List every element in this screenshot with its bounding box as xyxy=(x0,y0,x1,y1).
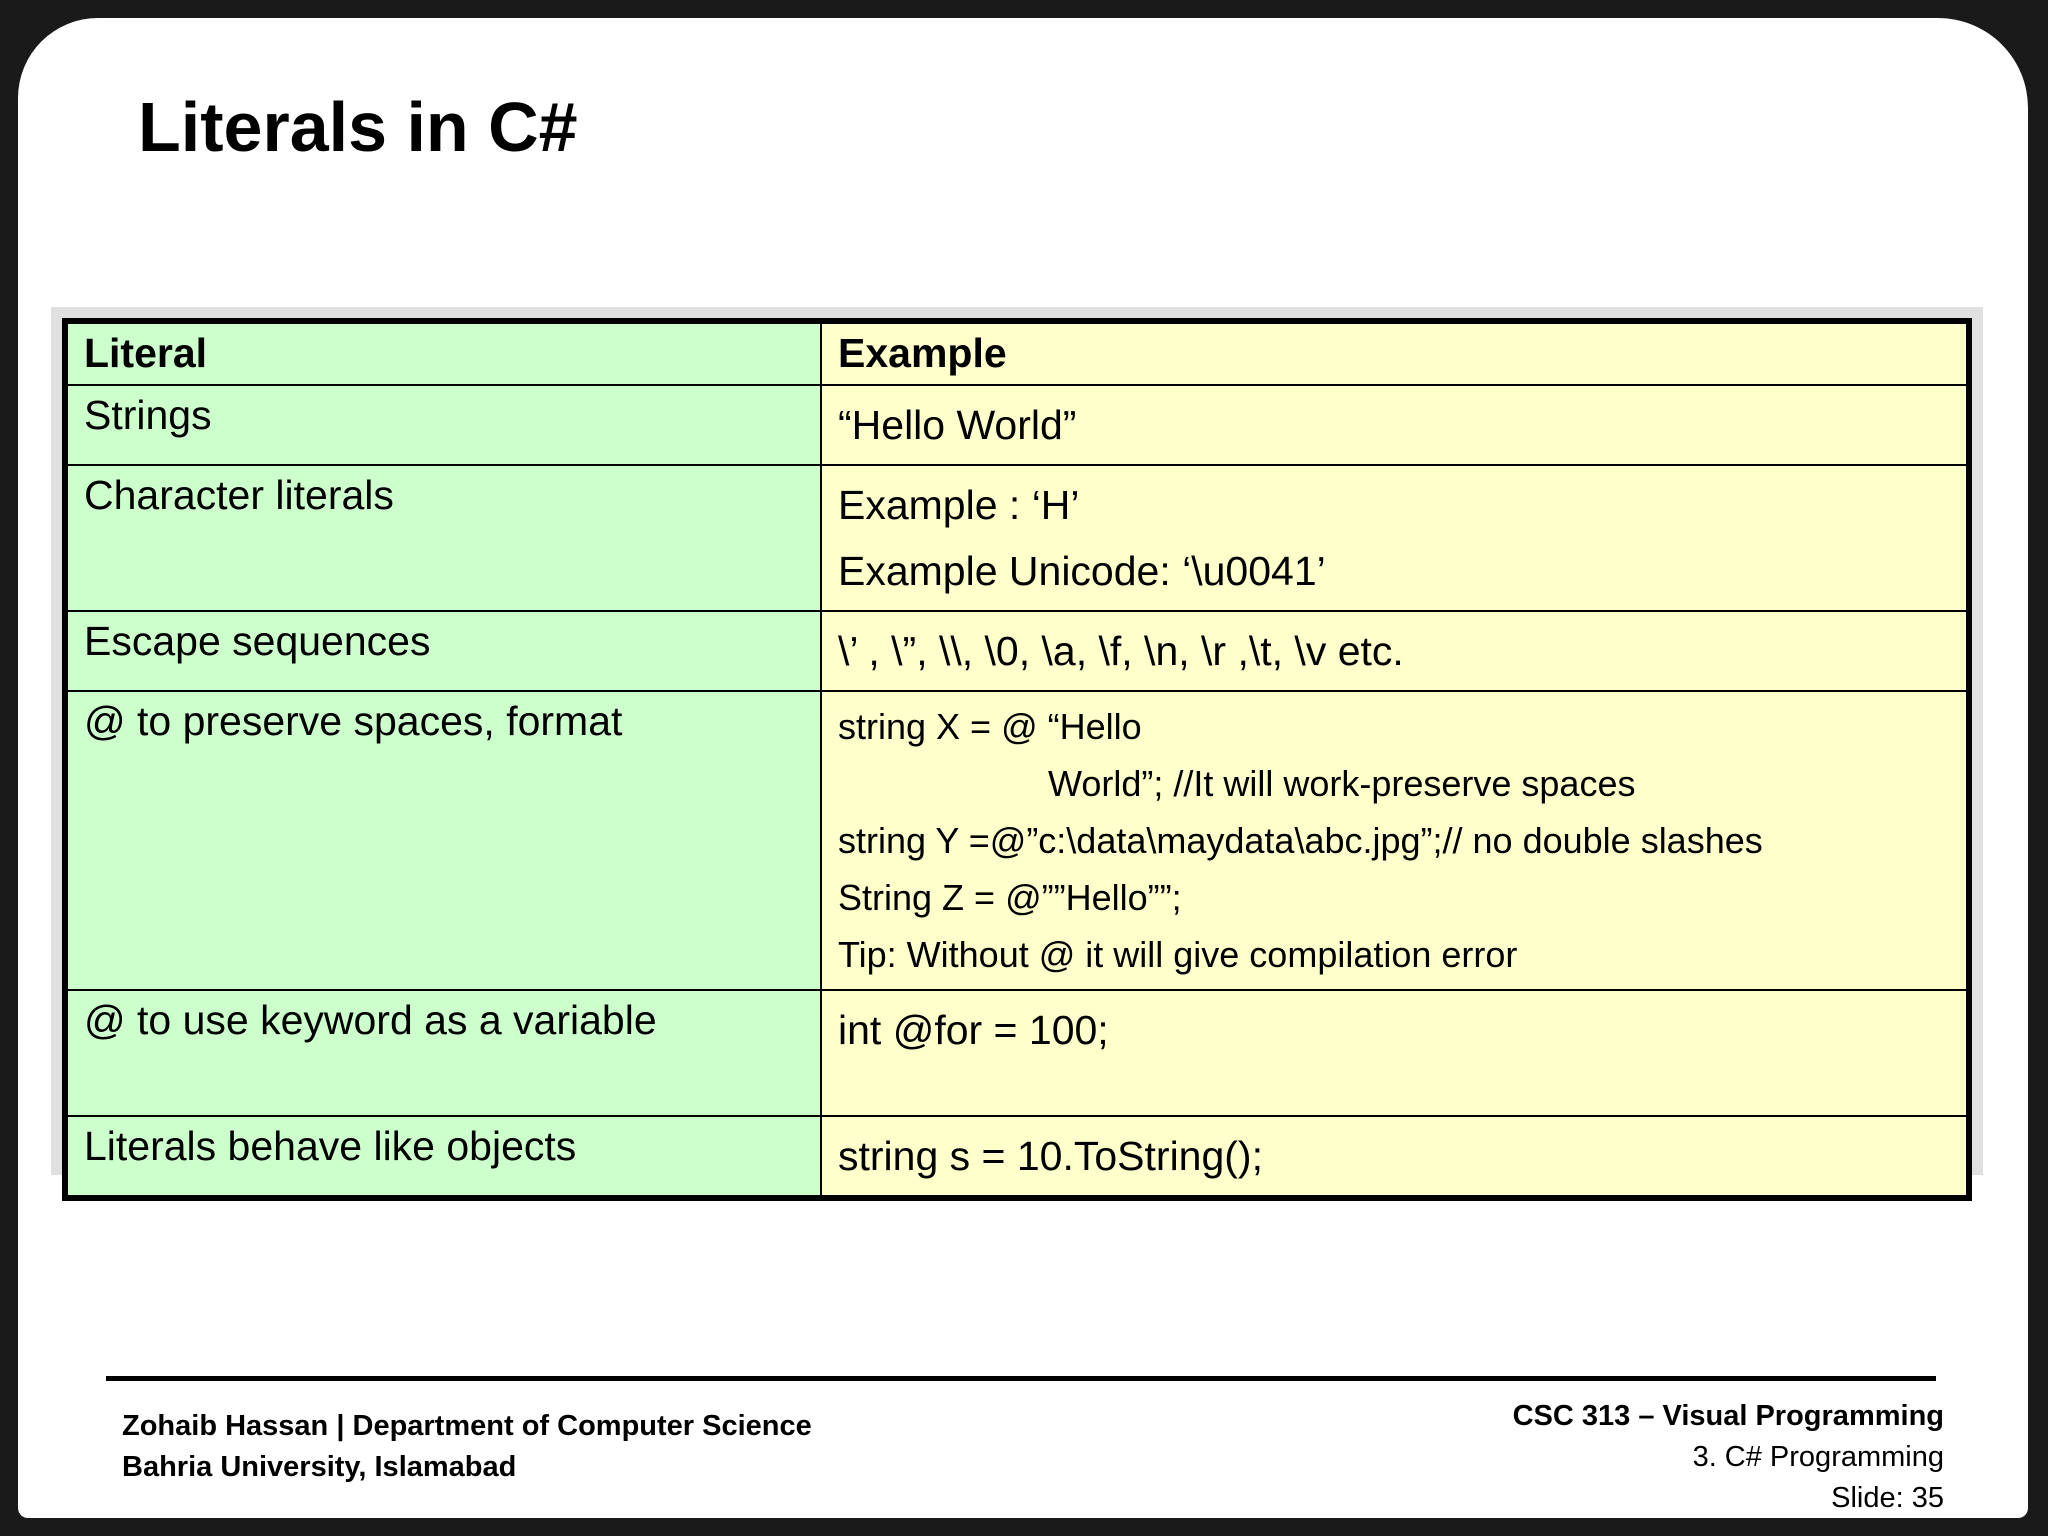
footer-university: Bahria University, Islamabad xyxy=(122,1451,517,1483)
slide-title: Literals in C# xyxy=(138,88,578,166)
literals-table-frame xyxy=(51,307,1983,1179)
footer-author: Zohaib Hassan | Department of Computer Science xyxy=(122,1410,812,1442)
example-cell xyxy=(821,691,1969,990)
literal-cell: Literals behave like objects xyxy=(65,1116,821,1198)
example-line: Example : ‘H’ xyxy=(838,482,1080,528)
footer-course: CSC 313 – Visual Programming xyxy=(1512,1400,1944,1432)
footer-slide-number: Slide: 35 xyxy=(1831,1482,1944,1514)
table-row xyxy=(65,465,1969,611)
table-row xyxy=(65,611,1969,691)
example-line: Example Unicode: ‘\u0041’ xyxy=(838,548,1326,594)
example-line: string Y =@”c:\data\maydata\abc.jpg”;// no double slashes xyxy=(838,820,1763,861)
example-line: World”; //It will work-preserve spaces xyxy=(1048,763,1636,804)
example-line: string X = @ “Hello xyxy=(838,706,1142,747)
table-row xyxy=(65,385,1969,465)
example-cell xyxy=(821,465,1969,611)
example-cell xyxy=(821,611,1969,691)
example-line: string s = 10.ToString(); xyxy=(838,1133,1263,1179)
table-row xyxy=(65,990,1969,1116)
literal-cell: Strings xyxy=(65,385,821,465)
header-example: Example xyxy=(821,321,1969,385)
slide xyxy=(18,18,2028,1518)
example-line: int @for = 100; xyxy=(838,1007,1109,1053)
footer-divider xyxy=(106,1376,1936,1381)
table-header-row xyxy=(65,321,1969,385)
example-cell xyxy=(821,990,1969,1116)
literal-cell: Character literals xyxy=(65,465,821,611)
literal-cell: @ to use keyword as a variable xyxy=(65,990,821,1116)
header-literal: Literal xyxy=(65,321,821,385)
table-row xyxy=(65,691,1969,990)
literals-table xyxy=(62,318,1972,1201)
footer-right xyxy=(1513,1396,1944,1518)
example-line: String Z = @””Hello””; xyxy=(838,877,1182,918)
example-cell xyxy=(821,1116,1969,1198)
footer-left xyxy=(122,1406,812,1488)
example-line: \’ , \”, \\, \0, \a, \f, \n, \r ,\t, \v etc. xyxy=(838,628,1404,674)
table-row xyxy=(65,1116,1969,1198)
example-cell xyxy=(821,385,1969,465)
footer-chapter: 3. C# Programming xyxy=(1692,1441,1944,1473)
example-line: “Hello World” xyxy=(838,402,1077,448)
literal-cell: @ to preserve spaces, format xyxy=(65,691,821,990)
example-line: Tip: Without @ it will give compilation error xyxy=(838,934,1518,975)
literal-cell: Escape sequences xyxy=(65,611,821,691)
